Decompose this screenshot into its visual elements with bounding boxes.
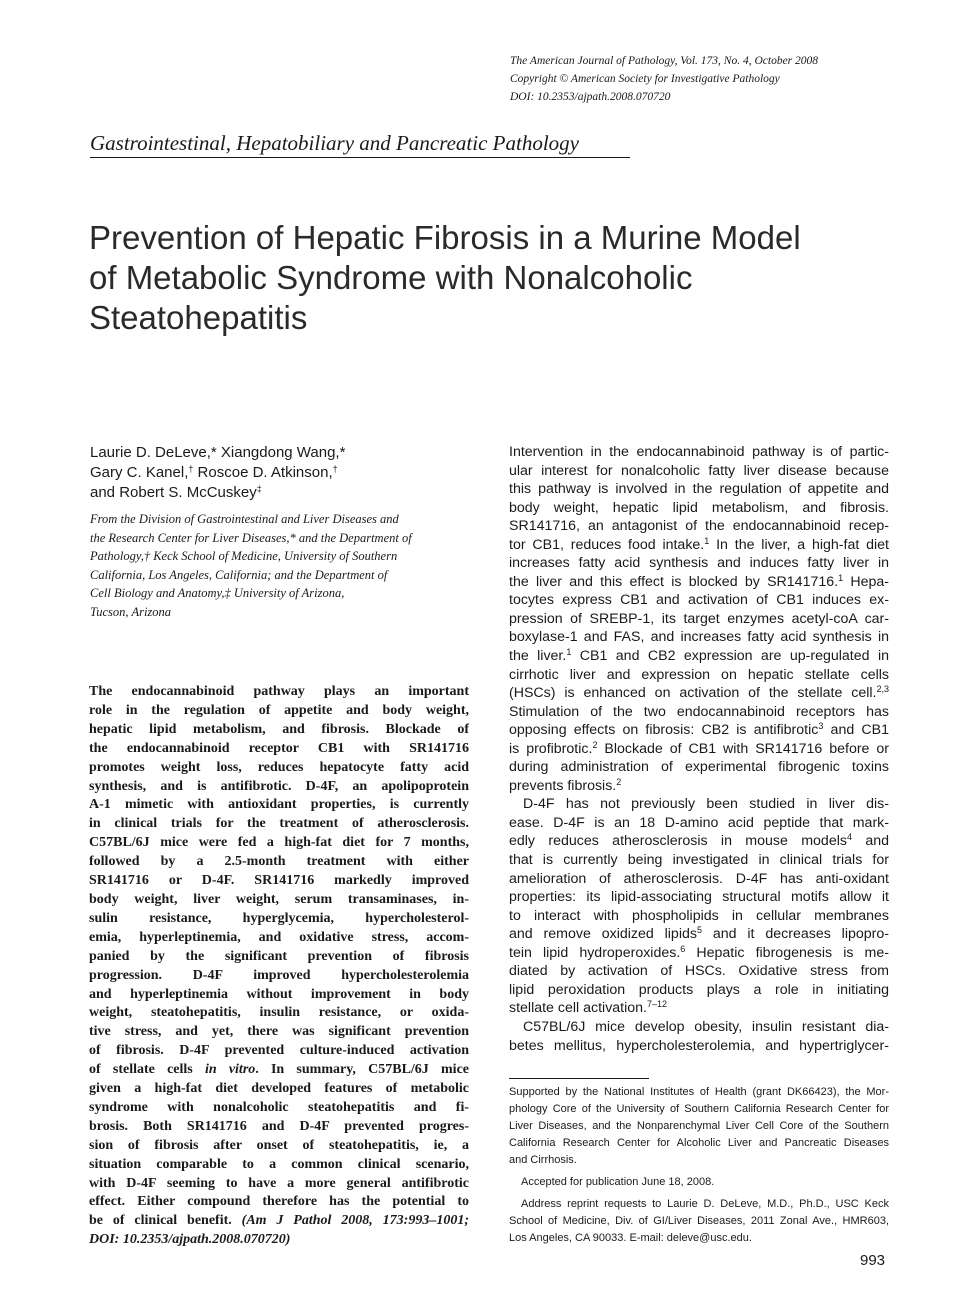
body-line: cirrhotic liver and expression on hepatic stellate cells — [509, 666, 889, 683]
abstract-line: in clinical trials for the treatment of atherosclerosis. — [89, 816, 469, 832]
affiliation-line: the Research Center for Liver Diseases,* and the Department of — [90, 530, 412, 545]
body-line: during administration of experimental fibrogenic toxins — [509, 759, 889, 776]
body-line: lipid peroxidation products plays a role in initiating — [509, 981, 889, 998]
abstract-line: and hyperleptinemia without improvement in body — [89, 986, 469, 1002]
body-line: betes mellitus, hypercholesterolemia, and hypertriglycer- — [509, 1037, 889, 1054]
affiliation-line: Cell Biology and Anatomy,‡ University of Arizona, — [90, 586, 345, 601]
author-list — [90, 443, 490, 503]
abstract-line: effect. Either compound therefore has the potential to — [89, 1194, 469, 1210]
abstract-line: of stellate cells in vitro. In summary, C57BL/6J mice — [89, 1062, 469, 1078]
section-heading: Gastrointestinal, Hepatobiliary and Pancreatic Pathology — [90, 131, 579, 155]
body-line: D-4F has not previously been studied in liver dis- — [523, 796, 889, 813]
abstract-line: The endocannabinoid pathway plays an important — [89, 684, 469, 699]
footnote-line: and Cirrhosis. — [509, 1154, 577, 1166]
abstract-line: given a high-fat diet developed features of metabolic — [89, 1081, 469, 1097]
abstract-line: synthesis, and is antifibrotic. D-4F, an apolipoprotein — [89, 778, 469, 794]
body-line: (HSCs) is enhanced on activation of the stellate cell.$^{2,3}$ — [509, 684, 889, 702]
author-affiliations — [90, 510, 480, 622]
affiliation-line: From the Division of Gastrointestinal and Liver Diseases and — [90, 512, 399, 526]
section-divider — [90, 157, 630, 158]
journal-doi: DOI: 10.2353/ajpath.2008.070720 — [510, 91, 671, 103]
body-line: ular interest for nonalcoholic fatty liver disease because — [509, 462, 889, 479]
article-title — [89, 218, 889, 338]
citation-doi: DOI: 10.2353/ajpath.2008.070720) — [89, 1232, 291, 1248]
abstract-line: of fibrosis. D-4F prevented culture-induced activation — [89, 1043, 469, 1059]
body-line: diated by activation of HSCs. Oxidative stress from — [509, 963, 889, 980]
abstract-line: followed by a 2.5-month treatment with either — [89, 854, 469, 870]
body-line: Intervention in the endocannabinoid pathway is of partic- — [509, 444, 889, 460]
affiliation-line: Pathology,† Keck School of Medicine, University of Southern — [90, 549, 398, 564]
abstract-line: syndrome with nonalcoholic steatohepatitis and fi- — [89, 1099, 469, 1115]
abstract-line: C57BL/6J mice were fed a high-fat diet for 7 months, — [89, 835, 469, 851]
body-line: properties: its lipid-associating structural motifs allow it — [509, 889, 889, 906]
body-line: the liver and this effect is blocked by SR141716.$^1$ Hepa- — [509, 572, 889, 590]
body-line: to interact with phospholipids in cellular membranes — [509, 907, 889, 924]
body-line: C57BL/6J mice develop obesity, insulin resistant dia- — [523, 1018, 889, 1035]
body-line: stellate cell activation.$^{7-12}$ — [509, 999, 668, 1017]
abstract-line: emia, hyperleptinemia, and oxidative stress, accom- — [89, 929, 469, 945]
page-number: 993 — [860, 1252, 886, 1269]
body-line: is profibrotic.$^2$ Blockade of CB1 with SR141716 before or — [509, 739, 890, 757]
body-line: body weight, hepatic lipid metabolism, and fibrosis. — [509, 499, 889, 516]
journal-citation: The American Journal of Pathology, Vol. 173, No. 4, October 2008 — [510, 55, 819, 67]
body-line: amelioration of atherosclerosis. D-4F has anti-oxidant — [509, 870, 889, 887]
abstract-line: promotes weight loss, reduces hepatocyte fatty acid — [89, 759, 469, 775]
abstract-line: tive stress, and yet, there was significant prevention — [89, 1024, 469, 1040]
footnote-line: School of Medicine, Div. of GI/Liver Diseases, 2011 Zonal Ave., HMR603, — [509, 1215, 889, 1227]
abstract-line: panied by the significant prevention of fibrosis — [89, 948, 469, 964]
body-text — [509, 443, 889, 1055]
footnote-line: California Research Center for Alcoholic Liver and Pancreatic Diseases — [509, 1137, 889, 1149]
abstract — [89, 683, 469, 1250]
abstract-line: SR141716 or D-4F. SR141716 markedly improved — [89, 873, 469, 889]
body-line: ease. D-4F is an 18 D-amino acid peptide that mark- — [509, 814, 889, 831]
abstract-line: brosis. Both SR141716 and D-4F prevented progres- — [89, 1118, 469, 1134]
author-line: Laurie D. DeLeve,* Xiangdong Wang,* — [90, 444, 346, 461]
citation-text: (Am J Pathol 2008, 173:993–1001; — [241, 1213, 469, 1229]
footnote-line: Los Angeles, CA 90033. E-mail: deleve@usc.edu. — [509, 1232, 752, 1244]
footnotes — [509, 1084, 889, 1247]
abstract-line: body weight, liver weight, serum transaminases, in- — [89, 891, 469, 907]
body-line: pression of SREBP-1, its target enzymes acetyl-coA car- — [509, 610, 889, 627]
body-line: edly reduces atherosclerosis in mouse models$^4$ and — [509, 832, 889, 850]
body-line: tein lipid hydroperoxides.$^6$ Hepatic fibrogenesis is me- — [509, 943, 889, 961]
affiliation-line: California, Los Angeles, California; and the Department of — [90, 567, 388, 582]
body-line: opposing effects on fibrosis: CB2 is antifibrotic$^3$ and CB1 — [509, 721, 889, 739]
footnote-line: phology Core of the University of Southern California Research Center for — [509, 1103, 889, 1115]
abstract-line: hepatic lipid metabolism, and fibrosis. Blockade of — [89, 721, 469, 737]
body-line: Stimulation of the two endocannabinoid receptors has — [509, 703, 889, 720]
abstract-line: sion of fibrosis after onset of steatohepatitis, ie, a — [89, 1137, 469, 1153]
abstract-line: with D-4F seeming to have a more general antifibrotic — [89, 1175, 469, 1191]
body-line: SR141716, an antagonist of the endocannabinoid recep- — [509, 518, 889, 535]
body-line: prevents fibrosis.$^2$ — [509, 776, 622, 794]
body-line: tor CB1, reduces food intake.$^1$ In the liver, a high-fat diet — [509, 535, 889, 553]
abstract-line: A-1 mimetic with antioxidant properties, is currently — [89, 797, 469, 813]
abstract-line: the endocannabinoid receptor CB1 with SR141716 — [89, 740, 469, 756]
journal-meta — [510, 52, 930, 106]
footnote-line: Supported by the National Institutes of Health (grant DK66423), the Mor- — [509, 1086, 889, 1098]
abstract-line: situation comparable to a common clinical scenario, — [89, 1156, 469, 1172]
footnote-line: Address reprint requests to Laurie D. DeLeve, M.D., Ph.D., USC Keck — [521, 1198, 889, 1210]
footnote-divider — [509, 1078, 649, 1079]
abstract-line: role in the regulation of appetite and body weight, — [89, 702, 469, 718]
abstract-line: progression. D-4F improved hypercholesterolemia — [89, 967, 469, 983]
journal-copyright: Copyright © American Society for Investigative Pathology — [510, 73, 780, 85]
body-line: increases fatty acid synthesis and induces fatty liver in — [509, 555, 889, 572]
footnote-accepted: Accepted for publication June 18, 2008. — [521, 1176, 715, 1188]
body-line: this pathway is involved in the regulation of appetite and — [509, 481, 889, 498]
abstract-line: sulin resistance, hyperglycemia, hypercholesterol- — [89, 910, 469, 926]
author-line: and Robert S. McCuskey‡ — [90, 484, 262, 501]
body-line: tocytes express CB1 and activation of CB1 induces ex- — [509, 592, 889, 609]
affiliation-line: Tucson, Arizona — [90, 604, 172, 619]
author-line: Gary C. Kanel,† Roscoe D. Atkinson,† — [90, 464, 338, 481]
body-line: boxylase-1 and FAS, and increases fatty acid synthesis in — [509, 629, 889, 646]
title-line: Prevention of Hepatic Fibrosis in a Murine Model — [89, 219, 801, 256]
abstract-line: weight, steatohepatitis, insulin resistance, or oxida- — [89, 1005, 469, 1021]
body-line: and remove oxidized lipids$^5$ and it decreases lipopro- — [509, 925, 889, 943]
body-line: that is currently being investigated in clinical trials for — [509, 852, 889, 869]
abstract-line — [89, 1231, 469, 1250]
title-line: of Metabolic Syndrome with Nonalcoholic — [89, 259, 693, 296]
footnote-line: Liver Diseases, and the Nonparenchymal Liver Cell Core of the Southern — [509, 1120, 889, 1132]
body-line: the liver.$^1$ CB1 and CB2 expression are up-regulated in — [509, 647, 889, 665]
abstract-line: be of clinical benefit. (Am J Pathol 2008, 173:993–1001; — [89, 1213, 469, 1229]
title-line: Steatohepatitis — [89, 299, 308, 336]
